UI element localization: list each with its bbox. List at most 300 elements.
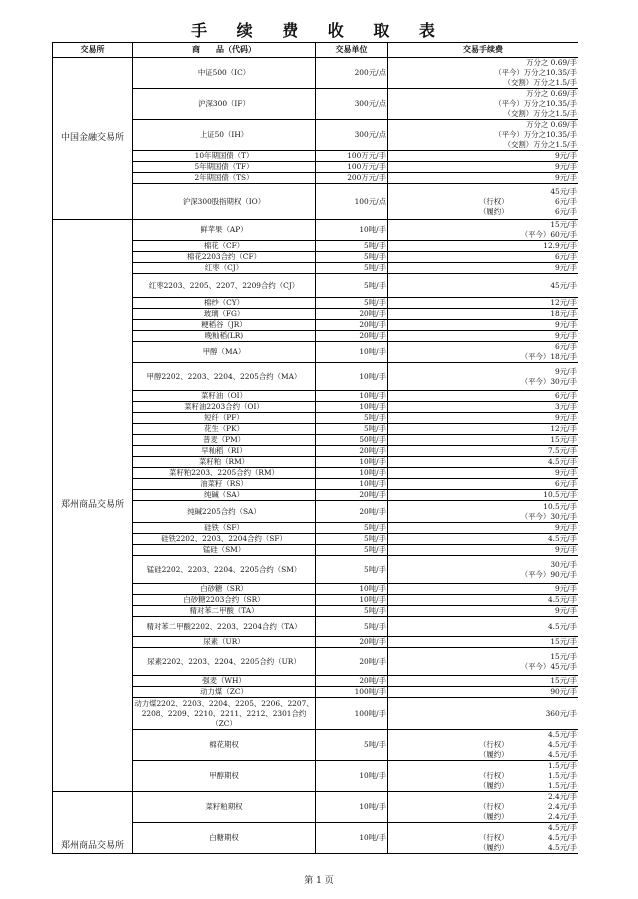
product-name: 晚籼稻(LR) [133, 331, 316, 342]
fee-line [389, 140, 577, 150]
exchange-name: 中国金融交易所 [53, 58, 133, 220]
fee-cell [388, 534, 579, 545]
trading-unit: 10吨/手 [316, 391, 388, 402]
trading-unit: 10吨/手 [316, 468, 388, 479]
fee-value: 9元/手 [555, 413, 577, 422]
fee-line [389, 197, 577, 207]
fee-line [389, 151, 577, 161]
fee-value: （平今）30元/手 [520, 511, 577, 521]
fee-value: 7.5元/手 [547, 446, 577, 455]
fee-value: （平今）30元/手 [520, 376, 577, 386]
fee-value: 10.5元/手 [543, 501, 577, 511]
fee-cell [388, 595, 579, 606]
fee-line [389, 424, 577, 434]
table-row [53, 58, 579, 89]
fee-line [389, 252, 577, 262]
fee-value: 12元/手 [550, 298, 577, 307]
product-name: 锰硅2202、2203、2204、2205合约（SM） [133, 556, 316, 584]
fee-value: 9元/手 [555, 263, 577, 272]
fee-value: 9元/手 [555, 331, 577, 340]
product-name: 菜籽粕期权 [133, 792, 316, 823]
fee-value: 4.5元/手 [547, 750, 577, 759]
header-product: 商 品（代码） [133, 43, 316, 58]
fee-value: （交割）万分之1.5/手 [503, 109, 577, 118]
product-name: 花生（PK） [133, 424, 316, 435]
fee-line [389, 309, 577, 319]
fee-value: 9元/手 [555, 584, 577, 593]
trading-unit: 20吨/手 [316, 446, 388, 457]
product-name: 棉纱（CY） [133, 298, 316, 309]
fee-line [389, 120, 577, 130]
fee-line [389, 109, 577, 119]
fee-cell [388, 263, 579, 274]
fee-value: （平今）万分之10.35/手 [494, 68, 577, 77]
fee-line [389, 377, 577, 387]
fee-value: 4.5元/手 [547, 621, 577, 631]
fee-value: 15元/手 [550, 676, 577, 685]
fee-value: 9元/手 [555, 468, 577, 477]
fee-type-label: （履约） [479, 812, 509, 821]
fee-value: 万分之 0.69/手 [526, 89, 577, 98]
product-name: 尿素2202、2203、2204、2205合约（UR） [133, 648, 316, 676]
fee-value: 15元/手 [550, 637, 577, 646]
fee-line [389, 676, 577, 686]
fee-value: （平今）45元/手 [520, 661, 577, 671]
product-name: 红枣2203、2205、2207、2209合约（CJ） [133, 274, 316, 298]
fee-type-label: （履约） [479, 750, 509, 759]
product-name: 5年期国债（TF） [133, 162, 316, 173]
fee-value: 4.5元/手 [547, 457, 577, 466]
trading-unit: 20吨/手 [316, 320, 388, 331]
fee-line [389, 730, 577, 740]
trading-unit: 200元/点 [316, 58, 388, 89]
fee-cell [388, 584, 579, 595]
product-name: 纯碱（SA） [133, 490, 316, 501]
fee-value: 9元/手 [555, 523, 577, 532]
fee-line [389, 833, 577, 843]
product-name: 沪深300（IF） [133, 89, 316, 120]
trading-unit: 5吨/手 [316, 545, 388, 556]
header-exchange: 交易所 [53, 43, 133, 58]
fee-line [389, 523, 577, 533]
product-name: 硅铁2202、2203、2204合约（SF） [133, 534, 316, 545]
trading-unit: 5吨/手 [316, 523, 388, 534]
fee-value: 万分之 0.69/手 [526, 120, 577, 129]
fee-line [389, 750, 577, 760]
exchange-name: 郑州商品交易所 [53, 792, 133, 854]
trading-unit: 100元/点 [316, 184, 388, 220]
trading-unit: 10吨/手 [316, 823, 388, 854]
trading-unit: 5吨/手 [316, 252, 388, 263]
product-name: 短纤（PF） [133, 413, 316, 424]
fee-line [389, 162, 577, 172]
fee-table-container [52, 42, 578, 855]
exchange-name: 郑州商品交易所 [53, 220, 133, 792]
product-name: 菜籽油（OI） [133, 391, 316, 402]
fee-line [389, 512, 577, 522]
trading-unit: 20吨/手 [316, 309, 388, 320]
fee-line [389, 402, 577, 412]
fee-line [389, 802, 577, 812]
fee-cell [388, 468, 579, 479]
fee-line [389, 89, 577, 99]
product-name: 粳稻谷（JR） [133, 320, 316, 331]
fee-value: 12元/手 [550, 424, 577, 433]
product-name: 精对苯二甲酸2202、2203、2204合约（TA） [133, 617, 316, 637]
fee-cell [388, 363, 579, 391]
fee-cell [388, 151, 579, 162]
product-name: 甲醇2202、2203、2204、2205合约（MA） [133, 363, 316, 391]
fee-value: 3元/手 [555, 402, 577, 411]
fee-line [389, 58, 577, 68]
fee-line [389, 187, 577, 197]
fee-line [389, 230, 577, 240]
product-name: 10年期国债（T） [133, 151, 316, 162]
fee-line [389, 595, 577, 605]
fee-line [389, 687, 577, 697]
fee-cell [388, 676, 579, 687]
fee-line [389, 367, 577, 377]
fee-line [389, 792, 577, 802]
product-name: 上证50（IH） [133, 120, 316, 151]
fee-value: 4.5元/手 [547, 843, 577, 852]
product-name: 硅铁（SF） [133, 523, 316, 534]
product-name: 玻璃（FG） [133, 309, 316, 320]
trading-unit: 300元/点 [316, 120, 388, 151]
fee-value: 2.4元/手 [547, 792, 577, 801]
fee-line [389, 570, 577, 580]
product-name: 普麦（PM） [133, 435, 316, 446]
trading-unit: 5吨/手 [316, 413, 388, 424]
table-header-row [53, 43, 579, 58]
fee-cell [388, 120, 579, 151]
fee-value: 9元/手 [555, 545, 577, 554]
fee-value: 15元/手 [550, 651, 577, 661]
fee-value: 6元/手 [555, 206, 577, 216]
fee-line [389, 241, 577, 251]
fee-line [389, 342, 577, 352]
trading-unit: 20吨/手 [316, 490, 388, 501]
fee-line [389, 281, 577, 291]
trading-unit: 10吨/手 [316, 761, 388, 792]
trading-unit: 100万元/手 [316, 151, 388, 162]
fee-cell [388, 606, 579, 617]
fee-type-label: （行权） [479, 833, 509, 842]
fee-value: 30元/手 [550, 559, 577, 569]
fee-line [389, 68, 577, 78]
fee-value: 1.5元/手 [547, 771, 577, 780]
fee-value: 9元/手 [555, 366, 577, 376]
fee-line [389, 435, 577, 445]
product-name: 动力煤2202、2203、2204、2205、2206、2207、2208、2209、2210、2211、2212、2301合约（ZC） [134, 698, 314, 728]
trading-unit: 20吨/手 [316, 501, 388, 523]
product-name: 强麦（WH） [133, 676, 316, 687]
fee-value: 4.5元/手 [547, 823, 577, 832]
trading-unit: 10吨/手 [316, 220, 388, 241]
fee-cell [388, 402, 579, 413]
fee-line [389, 584, 577, 594]
product-name: 菜籽油2203合约（OI） [133, 402, 316, 413]
fee-line [389, 490, 577, 500]
fee-value: 1.5元/手 [547, 781, 577, 790]
fee-cell [388, 446, 579, 457]
fee-line [389, 534, 577, 544]
fee-line [389, 352, 577, 362]
fee-value: 45元/手 [550, 280, 577, 290]
product-name: 精对苯二甲酸（TA） [133, 606, 316, 617]
fee-line [389, 130, 577, 140]
fee-value: 4.5元/手 [547, 534, 577, 543]
fee-line [389, 740, 577, 750]
fee-value: 2.4元/手 [547, 812, 577, 821]
fee-value: 4.5元/手 [547, 595, 577, 604]
table-row [53, 220, 579, 241]
product-name: 油菜籽（RS） [133, 479, 316, 490]
fee-value: 90元/手 [550, 687, 577, 696]
fee-value: 360元/手 [545, 708, 577, 718]
trading-unit: 300元/点 [316, 89, 388, 120]
fee-line [389, 457, 577, 467]
product-name: 2年期国债（TS） [133, 173, 316, 184]
fee-line [389, 220, 577, 230]
product-name: 棉花2203合约（CF） [133, 252, 316, 263]
fee-line [389, 823, 577, 833]
fee-line [389, 391, 577, 401]
product-name: 纯碱2205合约（SA） [133, 501, 316, 523]
fee-cell [388, 184, 579, 220]
product-name: 白砂糖（SR） [133, 584, 316, 595]
fee-type-label: （行权） [479, 196, 509, 206]
fee-line [389, 662, 577, 672]
fee-cell [388, 331, 579, 342]
fee-cell [388, 220, 579, 241]
fee-line [389, 99, 577, 109]
fee-cell [388, 687, 579, 698]
fee-cell [388, 792, 579, 823]
fee-line [389, 413, 577, 423]
fee-value: （平今）万分之10.35/手 [494, 99, 577, 108]
fee-cell [388, 162, 579, 173]
trading-unit: 10吨/手 [316, 457, 388, 468]
fee-value: 15元/手 [550, 220, 577, 229]
trading-unit: 5吨/手 [316, 274, 388, 298]
product-name: 棉花期权 [133, 730, 316, 761]
fee-line [389, 771, 577, 781]
fee-value: 18元/手 [550, 309, 577, 318]
fee-line [389, 709, 577, 719]
trading-unit: 5吨/手 [316, 534, 388, 545]
page-number: 第 1 页 [304, 876, 334, 886]
fee-cell [388, 391, 579, 402]
fee-cell [388, 523, 579, 534]
trading-unit: 5吨/手 [316, 241, 388, 252]
product-name: 沪深300股指期权（IO） [133, 184, 316, 220]
trading-unit: 10吨/手 [316, 479, 388, 490]
fee-line [389, 761, 577, 771]
product-name: 动力煤（ZC） [133, 687, 316, 698]
fee-value: 12.9元/手 [543, 241, 577, 250]
fee-value: （交割）万分之1.5/手 [503, 78, 577, 87]
trading-unit: 20吨/手 [316, 331, 388, 342]
fee-cell [388, 730, 579, 761]
fee-value: （平今）万分之10.35/手 [494, 130, 577, 139]
trading-unit: 20吨/手 [316, 676, 388, 687]
fee-value: 2.4元/手 [547, 802, 577, 811]
fee-line [389, 622, 577, 632]
fee-cell [388, 342, 579, 363]
fee-type-label: （履约） [479, 206, 509, 216]
trading-unit: 10吨/手 [316, 584, 388, 595]
trading-unit: 10吨/手 [316, 402, 388, 413]
trading-unit: 5吨/手 [316, 298, 388, 309]
header-fee: 交易手续费 [388, 43, 579, 58]
fee-value: （平今）60元/手 [520, 230, 577, 239]
fee-line [389, 331, 577, 341]
fee-value: 6元/手 [555, 252, 577, 261]
fee-type-label: （行权） [479, 740, 509, 749]
fee-line [389, 781, 577, 791]
fee-cell [388, 413, 579, 424]
trading-unit: 5吨/手 [316, 263, 388, 274]
fee-cell [388, 241, 579, 252]
product-name: 白糖期权 [133, 823, 316, 854]
fee-line [389, 843, 577, 853]
fee-value: 9元/手 [555, 162, 577, 171]
fee-value: 6元/手 [555, 196, 577, 206]
header-unit: 交易单位 [316, 43, 388, 58]
fee-cell [388, 58, 579, 89]
trading-unit: 20吨/手 [316, 648, 388, 676]
fee-cell [388, 309, 579, 320]
fee-table [52, 42, 578, 854]
fee-cell [388, 274, 579, 298]
trading-unit: 10吨/手 [316, 363, 388, 391]
fee-cell [388, 457, 579, 468]
fee-cell [388, 435, 579, 446]
product-name: 甲醇（MA） [133, 342, 316, 363]
fee-line [389, 446, 577, 456]
fee-line [389, 207, 577, 217]
fee-value: （平今）18元/手 [520, 352, 577, 361]
fee-cell [388, 501, 579, 523]
fee-value: 9元/手 [555, 151, 577, 160]
fee-value: 万分之 0.69/手 [526, 58, 577, 67]
fee-cell [388, 648, 579, 676]
fee-line [389, 545, 577, 555]
fee-line [389, 298, 577, 308]
trading-unit: 5吨/手 [316, 556, 388, 584]
product-name: 菜籽粕（RM） [133, 457, 316, 468]
fee-line [389, 502, 577, 512]
fee-cell [388, 424, 579, 435]
trading-unit: 10吨/手 [316, 595, 388, 606]
fee-line [389, 320, 577, 330]
trading-unit: 100万元/手 [316, 162, 388, 173]
fee-cell [388, 320, 579, 331]
product-name: 红枣（CJ） [133, 263, 316, 274]
fee-cell [388, 173, 579, 184]
fee-cell [388, 761, 579, 792]
trading-unit: 10吨/手 [316, 342, 388, 363]
fee-value: （平今）90元/手 [520, 569, 577, 579]
fee-value: 45元/手 [550, 186, 577, 196]
trading-unit: 5吨/手 [316, 606, 388, 617]
fee-value: 9元/手 [555, 320, 577, 329]
fee-value: 6元/手 [555, 342, 577, 351]
fee-type-label: （行权） [479, 802, 509, 811]
fee-cell [388, 298, 579, 309]
fee-line [389, 652, 577, 662]
product-name: 鲜苹果（AP） [133, 220, 316, 241]
fee-line [389, 479, 577, 489]
fee-line [389, 173, 577, 183]
fee-value: 4.5元/手 [547, 833, 577, 842]
fee-value: （交割）万分之1.5/手 [503, 140, 577, 149]
fee-value: 6元/手 [555, 391, 577, 400]
fee-line [389, 560, 577, 570]
fee-type-label: （行权） [479, 771, 509, 780]
fee-cell [388, 637, 579, 648]
fee-cell [388, 89, 579, 120]
fee-value: 1.5元/手 [547, 761, 577, 770]
fee-line [389, 78, 577, 88]
product-name: 尿素（UR） [133, 637, 316, 648]
fee-value: 9元/手 [555, 606, 577, 615]
trading-unit: 200万元/手 [316, 173, 388, 184]
fee-cell [388, 479, 579, 490]
fee-cell [388, 823, 579, 854]
fee-line [389, 812, 577, 822]
fee-value: 9元/手 [555, 173, 577, 182]
fee-cell [388, 617, 579, 637]
trading-unit: 100吨/手 [316, 698, 388, 730]
fee-cell [388, 556, 579, 584]
trading-unit: 100吨/手 [316, 687, 388, 698]
trading-unit: 20吨/手 [316, 637, 388, 648]
table-row [53, 792, 579, 823]
table-body [53, 58, 579, 854]
fee-cell [388, 490, 579, 501]
fee-value: 15元/手 [550, 435, 577, 444]
product-name: 中证500（IC） [133, 58, 316, 89]
product-name: 甲醇期权 [133, 761, 316, 792]
fee-line [389, 468, 577, 478]
fee-line [389, 637, 577, 647]
fee-value: 6元/手 [555, 479, 577, 488]
trading-unit: 5吨/手 [316, 424, 388, 435]
trading-unit: 5吨/手 [316, 730, 388, 761]
trading-unit: 50吨/手 [316, 435, 388, 446]
product-name: 白砂糖2203合约（SR） [133, 595, 316, 606]
product-name: 菜籽粕2203、2205合约（RM） [133, 468, 316, 479]
fee-type-label: （履约） [479, 843, 509, 852]
fee-cell [388, 545, 579, 556]
fee-type-label: （履约） [479, 781, 509, 790]
product-name: 早籼稻（RI） [133, 446, 316, 457]
trading-unit: 10吨/手 [316, 792, 388, 823]
fee-value: 4.5元/手 [547, 730, 577, 739]
fee-value: 10.5元/手 [543, 490, 577, 499]
fee-line [389, 606, 577, 616]
fee-value: 4.5元/手 [547, 740, 577, 749]
trading-unit: 5吨/手 [316, 617, 388, 637]
fee-line [389, 263, 577, 273]
product-name: 锰硅（SM） [133, 545, 316, 556]
page-title: 手 续 费 收 取 表 [191, 21, 447, 40]
fee-cell [388, 252, 579, 263]
product-name: 棉花（CF） [133, 241, 316, 252]
fee-cell [388, 698, 579, 730]
